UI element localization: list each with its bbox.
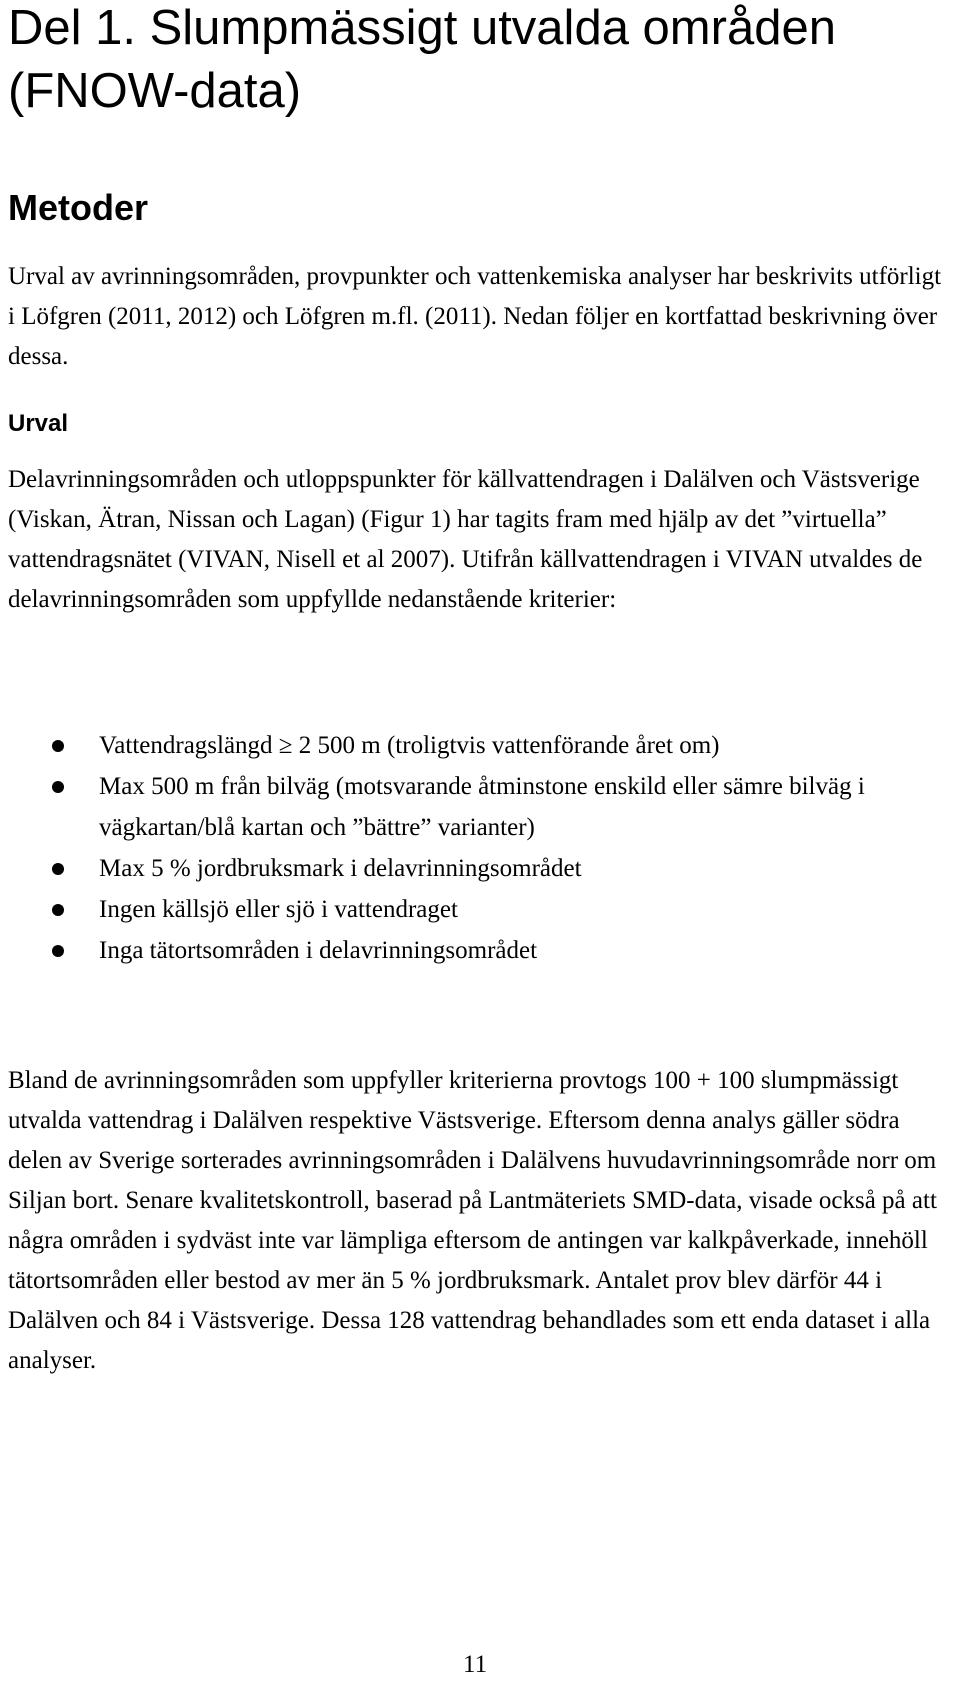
page-title: Del 1. Slumpmässigt utvalda områden (FNOW-data): [8, 1, 836, 118]
criteria-text: Max 5 % jordbruksmark i delavrinningsområdet: [99, 855, 582, 882]
intro-paragraph: Urval av avrinningsområden, provpunkter och vattenkemiska analyser har beskrivits utförligt i Löfgren (2011, 2012) och Löfgren m.fl. (2011). Nedan följer en kortfattad beskrivning över dessa.: [8, 263, 942, 370]
list-item: [8, 889, 953, 930]
list-item: [8, 766, 953, 848]
list-item: [8, 725, 953, 766]
bullet-icon: [52, 863, 64, 875]
page-number: 11: [463, 1651, 488, 1678]
section-heading-metoder: Metoder: [8, 187, 149, 228]
criteria-text: Vattendragslängd ≥ 2 500 m (troligtvis vattenförande året om): [99, 732, 720, 759]
criteria-text: Max 500 m från bilväg (motsvarande åtminstone enskild eller sämre bilväg i vägkartan/blå kartan och ”bättre” varianter): [99, 773, 865, 841]
bullet-icon: [52, 781, 64, 793]
criteria-text: Inga tätortsområden i delavrinningsområdet: [99, 937, 538, 964]
subheading-urval: Urval: [8, 410, 69, 437]
criteria-list: [8, 725, 953, 971]
bland-paragraph: Bland de avrinningsområden som uppfyller kriterierna provtogs 100 + 100 slumpmässigt utvalda vattendrag i Dalälven respektive Västsverige. Eftersom denna analys gäller södra delen av Sverige sorterades avrinningsområden i Dalälvens huvudavrinningsområde norr om Siljan bort. Senare kvalitetskontroll, baserad på Lantmäteriets SMD-data, visade också på att några områden i sydväst inte var lämpliga eftersom de antingen var kalkpåverkade, innehöll tätortsområden eller bestod av mer än 5 % jordbruksmark. Antalet prov blev därför 44 i Dalälven och 84 i Västsverige. Dessa 128 vattendrag behandlades som ett enda dataset i alla analyser.: [8, 1067, 937, 1374]
list-item: [8, 848, 953, 889]
bullet-icon: [52, 945, 64, 957]
urval-paragraph: Delavrinningsområden och utloppspunkter för källvattendragen i Dalälven och Västsverige (Viskan, Ätran, Nissan och Lagan) (Figur 1) har tagits fram med hjälp av det ”virtuella” vattendragsnätet (VIVAN, Nisell et al 2007). Utifrån källvattendragen i VIVAN utvaldes de delavrinningsområden som uppfyllde nedanstående kriterier:: [8, 466, 923, 613]
bullet-icon: [52, 904, 64, 916]
list-item: [8, 930, 953, 971]
bullet-icon: [52, 740, 64, 752]
criteria-text: Ingen källsjö eller sjö i vattendraget: [99, 896, 458, 923]
